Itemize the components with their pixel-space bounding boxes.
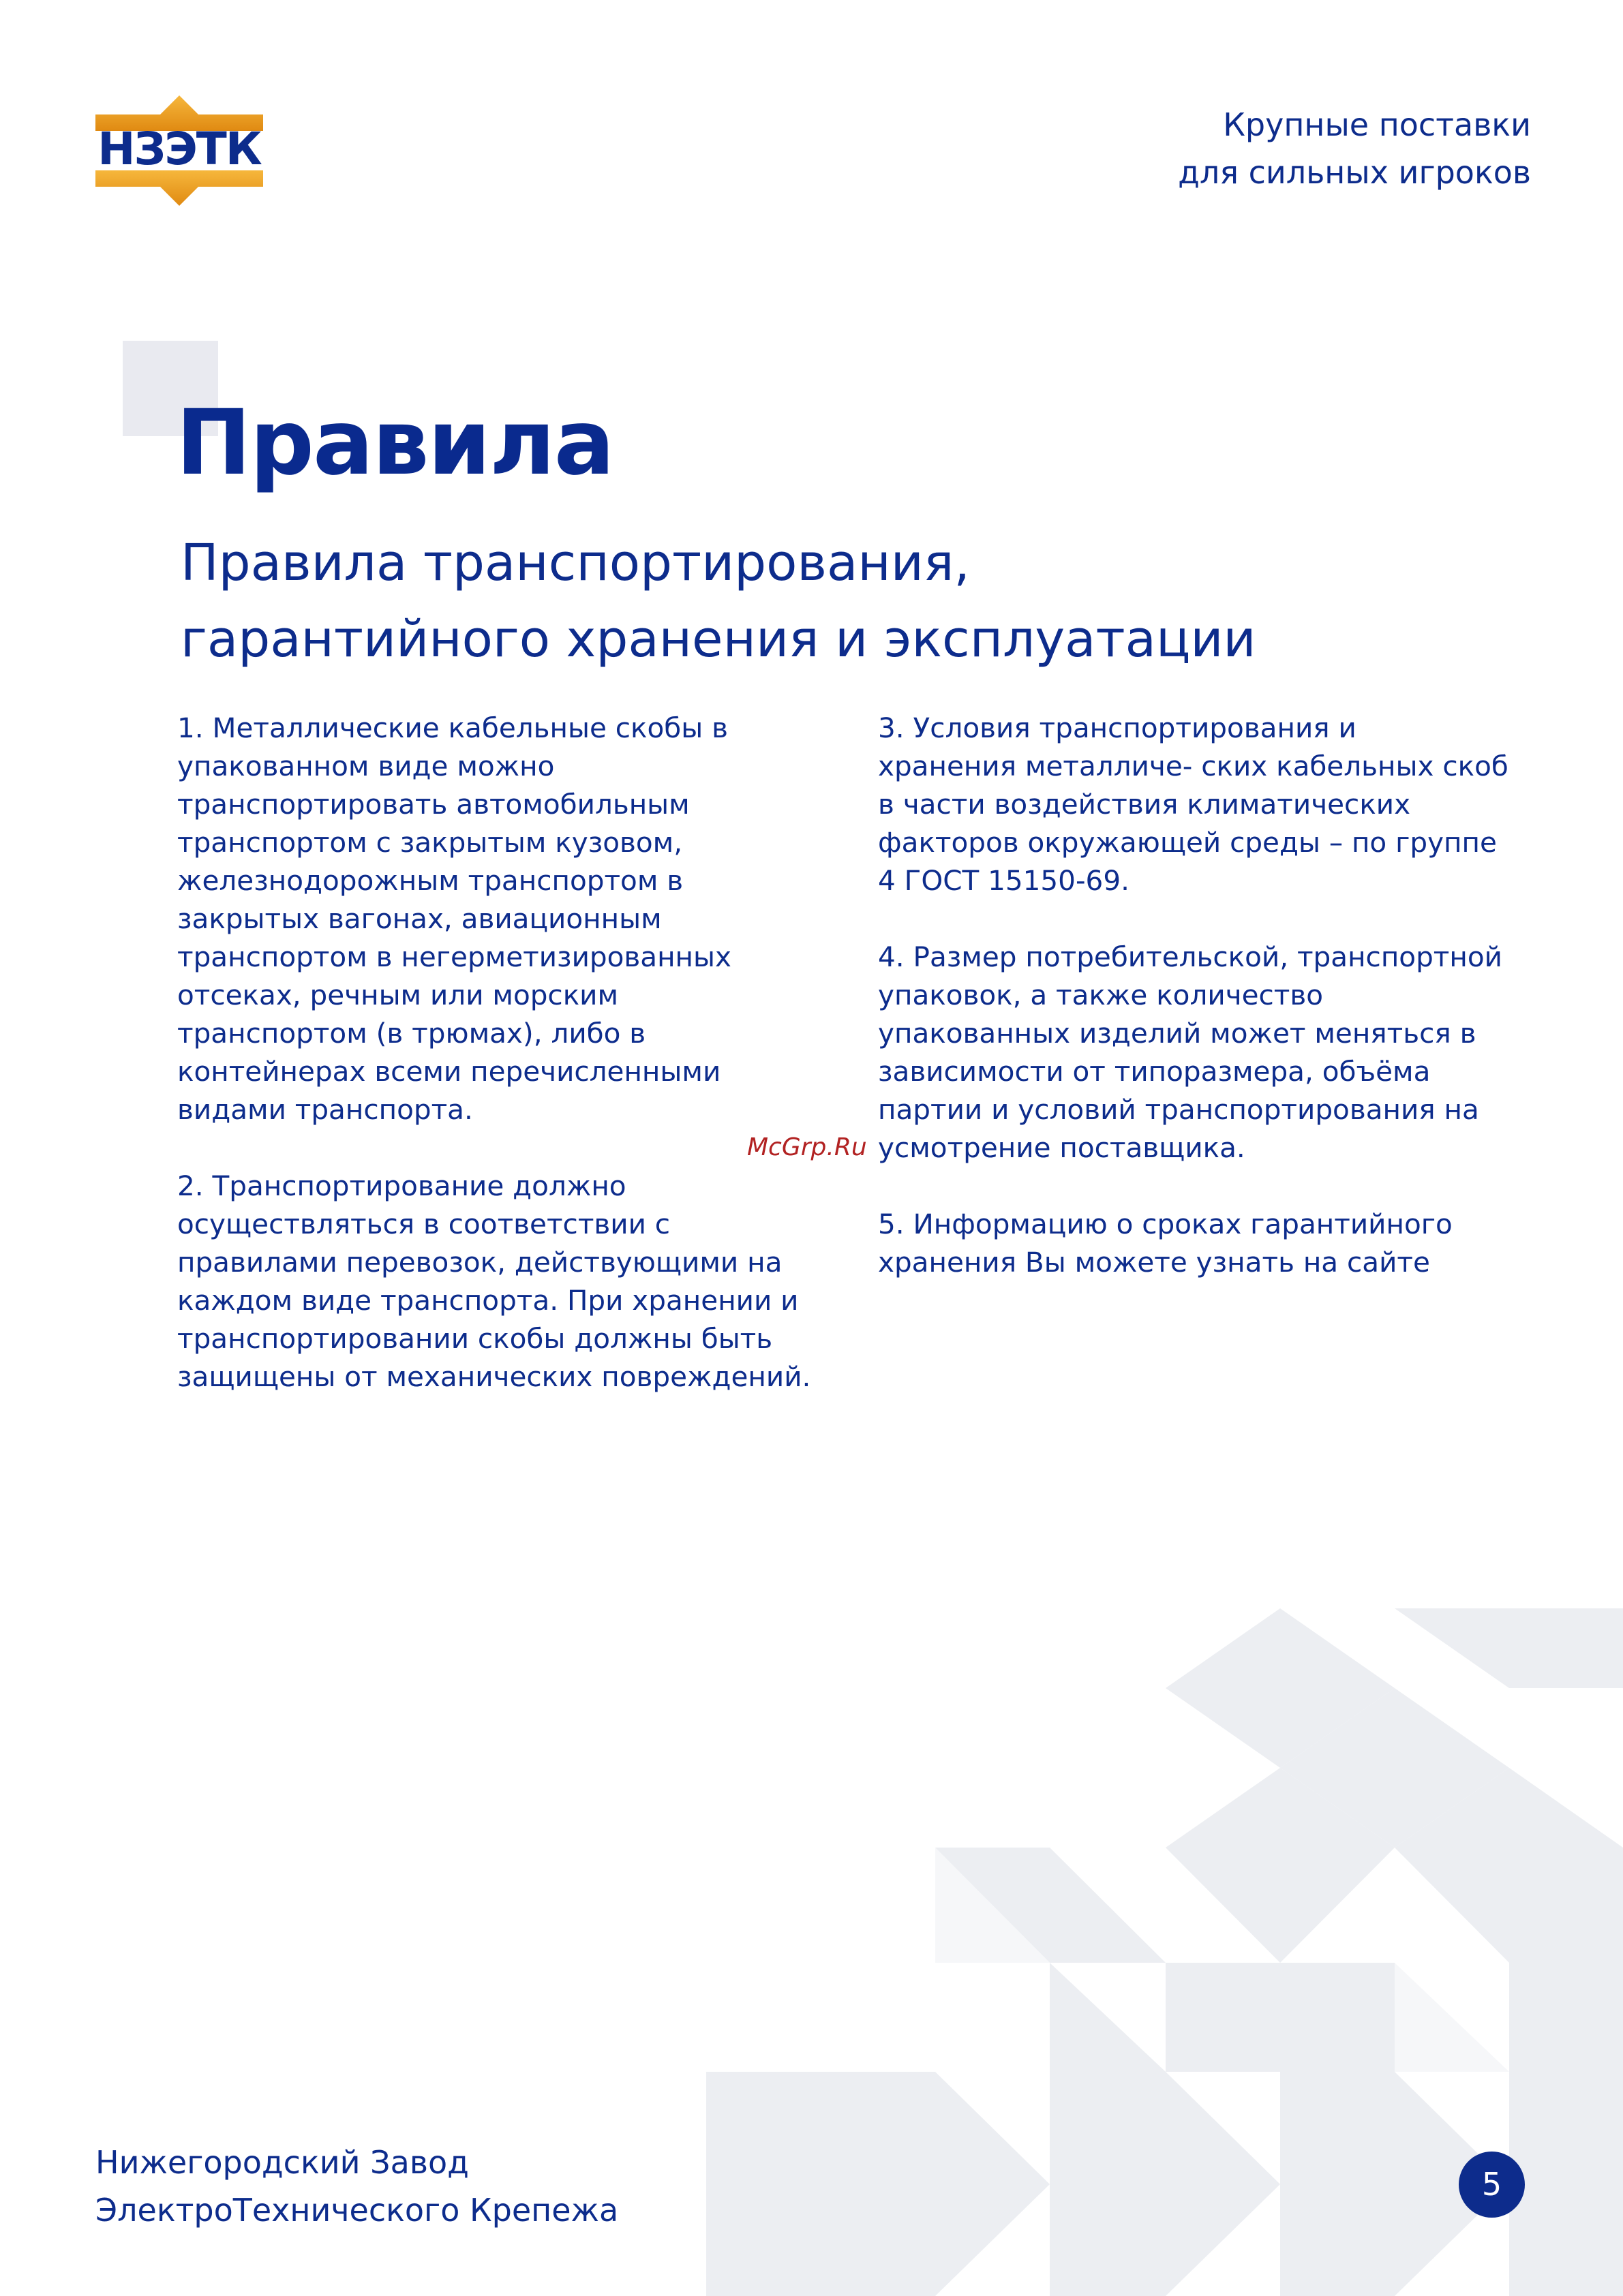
rules-column-right <box>878 709 1573 1319</box>
svg-text:НЗЭТК: НЗЭТК <box>97 123 261 175</box>
header-tagline <box>986 101 1531 196</box>
rules-column-left <box>177 709 873 1434</box>
page-number-badge: 5 <box>1459 2152 1525 2218</box>
company-logo <box>95 95 263 206</box>
page-title: Правила <box>176 391 613 495</box>
rule-paragraph-5: 5. Информацию о сроках гарантийного хранения Вы можете узнать на сайте <box>878 1208 1453 1279</box>
rule-paragraph-2: 2. Транспортирование должно осуществляться в соответствии с правилами перевозок, действующими на каждом виде транспорта. При хранении и транспортировании скобы должны быть защищены от механических повреждений. <box>177 1169 811 1393</box>
tagline-text: Крупные поставки для сильных игроков <box>1178 106 1531 191</box>
rule-paragraph-1: 1. Металлические кабельные скобы в упакованном виде можно транспортировать автомобильным транспортом с закрытым кузовом, железнодорожным транспортом в закрытых вагонах, авиационным транспортом в негерметизированных отсеках, речным или морским транспортом (в трюмах), либо в контейнерах всеми перечисленными видами транспорта. <box>177 711 731 1126</box>
rule-paragraph-3: 3. Условия транспортирования и хранения металличе- ских кабельных скоб в части воздействия климатических факторов окружающей среды – по группе 4 ГОСТ 15150-69. <box>878 711 1508 897</box>
footer-company-name: Нижегородский Завод ЭлектроТехнического Крепежа <box>95 2144 619 2229</box>
rule-paragraph-4: 4. Размер потребительской, транспортной упаковок, а также количество упакованных изделий может меняться в зависимости от типоразмера, объёма партии и условий транспортирования на усмотрение поставщика. <box>878 940 1502 1164</box>
page-subtitle: Правила транспортирования, гарантийного хранения и эксплуатации <box>181 534 1256 669</box>
watermark: McGrp.Ru <box>747 1133 867 1161</box>
